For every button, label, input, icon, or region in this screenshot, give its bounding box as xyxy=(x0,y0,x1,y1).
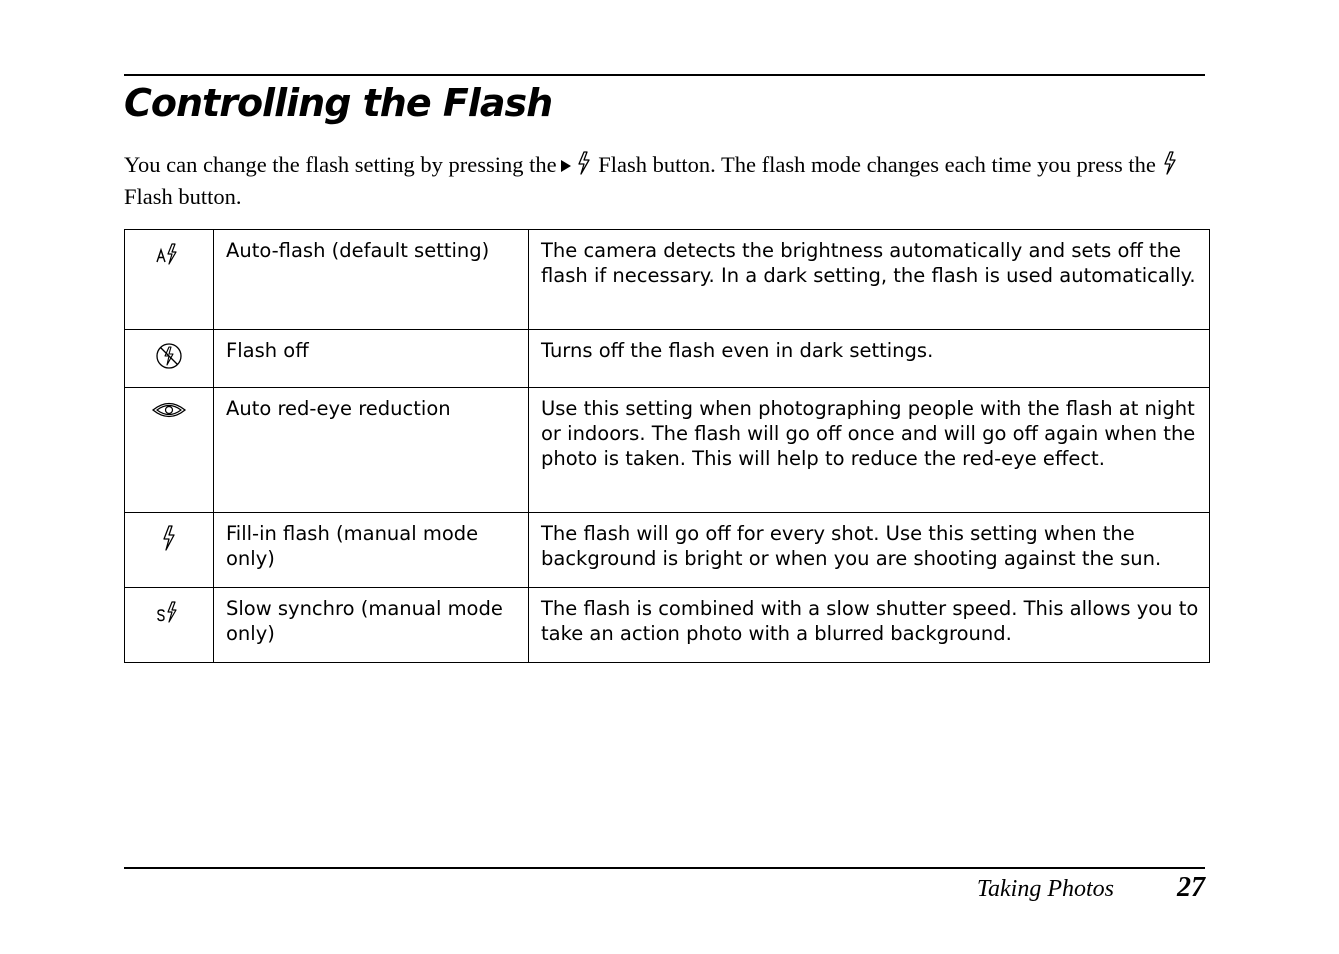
icon-cell xyxy=(125,388,214,513)
footer-section-label: Taking Photos xyxy=(976,876,1114,902)
flash-modes-table xyxy=(124,229,1210,663)
page-number: 27 xyxy=(1177,872,1205,903)
slow-synchro-icon xyxy=(156,600,182,624)
intro-text-2: Flash button. The flash mode changes each time you press the xyxy=(592,152,1162,177)
mode-description: The camera detects the brightness automatically and sets off the flash if necessary. In a dark setting, the flash is used automatically. xyxy=(529,230,1210,330)
icon-cell xyxy=(125,588,214,663)
page-title: Controlling the Flash xyxy=(124,81,553,125)
mode-description: The flash is combined with a slow shutter speed. This allows you to take an action photo with a blurred background. xyxy=(529,588,1210,663)
red-eye-icon xyxy=(152,401,186,419)
table-row xyxy=(125,513,1210,588)
table-row xyxy=(125,388,1210,513)
mode-name: Auto-flash (default setting) xyxy=(214,230,529,330)
right-arrow-icon xyxy=(557,155,575,175)
bottom-rule xyxy=(124,867,1205,869)
mode-description: The flash will go off for every shot. Use this setting when the background is bright or when you are shooting against the sun. xyxy=(529,513,1210,588)
mode-name: Flash off xyxy=(214,330,529,388)
flash-icon xyxy=(575,151,593,175)
mode-name: Slow synchro (manual mode only) xyxy=(214,588,529,663)
icon-cell xyxy=(125,230,214,330)
flash-icon xyxy=(1161,151,1179,175)
icon-cell xyxy=(125,330,214,388)
fill-in-flash-icon xyxy=(160,525,178,551)
flash-off-icon xyxy=(155,342,183,370)
intro-text-3: Flash button. xyxy=(124,184,242,209)
table-row xyxy=(125,588,1210,663)
table-row xyxy=(125,330,1210,388)
mode-description: Use this setting when photographing people with the flash at night or indoors. The flash will go off once and will go off again when the photo is taken. This will help to reduce the red-eye effect. xyxy=(529,388,1210,513)
intro-paragraph xyxy=(124,149,1214,213)
icon-cell xyxy=(125,513,214,588)
mode-name: Auto red-eye reduction xyxy=(214,388,529,513)
table-row xyxy=(125,230,1210,330)
auto-flash-icon xyxy=(156,242,182,266)
mode-description: Turns off the flash even in dark settings. xyxy=(529,330,1210,388)
top-rule xyxy=(124,74,1205,76)
intro-text-1: You can change the flash setting by pressing the xyxy=(124,152,557,177)
mode-name: Fill-in flash (manual mode only) xyxy=(214,513,529,588)
